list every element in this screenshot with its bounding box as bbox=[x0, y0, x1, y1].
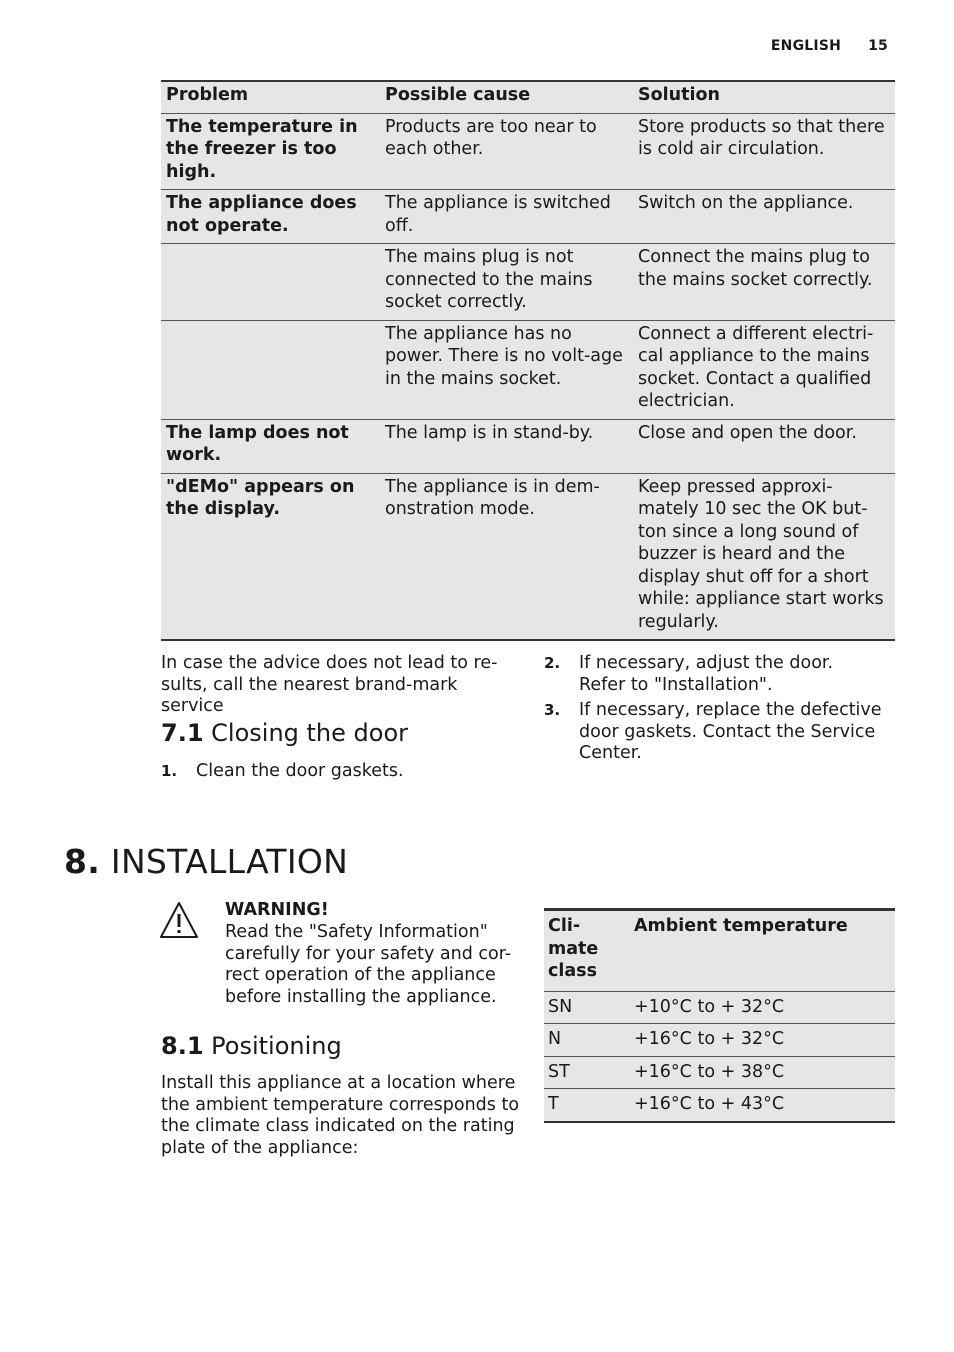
problem-cell bbox=[161, 244, 380, 321]
problem-cell bbox=[161, 320, 380, 419]
step-text: If necessary, replace the defective door gaskets. Contact the Service Center. bbox=[579, 700, 882, 763]
cause-cell: Products are too near to each other. bbox=[380, 113, 633, 190]
climate-class-cell: SN bbox=[544, 991, 630, 1024]
cause-cell: The appliance is switched off. bbox=[380, 190, 633, 244]
temperature-cell: +10°C to + 32°C bbox=[630, 991, 895, 1024]
chapter-title: INSTALLATION bbox=[110, 842, 349, 881]
table-row bbox=[544, 1024, 895, 1057]
section-number: 7.1 bbox=[161, 719, 204, 747]
table-row bbox=[161, 320, 895, 419]
column-header-climate-class: Cli-mate class bbox=[544, 910, 630, 992]
climate-class-table bbox=[544, 908, 895, 1123]
column-header-problem: Problem bbox=[161, 81, 380, 113]
problem-cell: The lamp does not work. bbox=[161, 419, 380, 473]
climate-class-cell: ST bbox=[544, 1056, 630, 1089]
problem-cell: "dEMo" appears on the display. bbox=[161, 473, 380, 640]
chapter-heading-installation bbox=[64, 842, 348, 882]
column-header-cause: Possible cause bbox=[380, 81, 633, 113]
solution-cell: Connect the mains plug to the mains socket correctly. bbox=[633, 244, 895, 321]
section-heading-closing-door bbox=[161, 719, 408, 747]
solution-cell: Store products so that there is cold air circulation. bbox=[633, 113, 895, 190]
step-number: 3. bbox=[544, 701, 561, 719]
temperature-cell: +16°C to + 32°C bbox=[630, 1024, 895, 1057]
solution-cell: Connect a different electri-cal appliance to the mains socket. Contact a qualified electrician. bbox=[633, 320, 895, 419]
cause-cell: The appliance is in dem-onstration mode. bbox=[380, 473, 633, 640]
problem-cell: The appliance does not operate. bbox=[161, 190, 380, 244]
cause-cell: The appliance has no power. There is no volt-age in the mains socket. bbox=[380, 320, 633, 419]
cause-cell: The mains plug is not connected to the mains socket correctly. bbox=[380, 244, 633, 321]
chapter-number: 8. bbox=[64, 842, 101, 881]
warning-text: Read the "Safety Information" carefully for your safety and cor-rect operation of the appliance before installing the appliance. bbox=[225, 922, 512, 1007]
table-row bbox=[544, 1056, 895, 1089]
table-header-row bbox=[544, 910, 895, 992]
solution-cell: Close and open the door. bbox=[633, 419, 895, 473]
header-language: ENGLISH bbox=[770, 38, 842, 54]
advice-paragraph: In case the advice does not lead to re-sults, call the nearest brand-mark service bbox=[161, 653, 498, 716]
table-row bbox=[544, 1089, 895, 1122]
table-header-row bbox=[161, 81, 895, 113]
step-number: 1. bbox=[161, 762, 178, 780]
step-text: If necessary, adjust the door. Refer to "Installation". bbox=[579, 653, 834, 695]
step-number: 2. bbox=[544, 654, 561, 672]
page-number: 15 bbox=[868, 38, 888, 54]
table-row bbox=[161, 190, 895, 244]
positioning-paragraph: Install this appliance at a location where the ambient temperature corresponds to the climate class indicated on the rating plate of the appliance: bbox=[161, 1073, 520, 1158]
page-header bbox=[771, 38, 888, 54]
step-text: Clean the door gaskets. bbox=[196, 761, 404, 781]
column-header-solution: Solution bbox=[633, 81, 895, 113]
solution-cell: Switch on the appliance. bbox=[633, 190, 895, 244]
climate-class-cell: T bbox=[544, 1089, 630, 1122]
section-title: Positioning bbox=[211, 1032, 342, 1060]
table-row bbox=[161, 473, 895, 640]
temperature-cell: +16°C to + 43°C bbox=[630, 1089, 895, 1122]
table-row bbox=[544, 991, 895, 1024]
solution-cell: Keep pressed approxi-mately 10 sec the OK but-ton since a long sound of buzzer is heard and the display shut off for a short while: appliance start works regularly. bbox=[633, 473, 895, 640]
warning-triangle-icon bbox=[159, 901, 199, 939]
temperature-cell: +16°C to + 38°C bbox=[630, 1056, 895, 1089]
table-row bbox=[161, 419, 895, 473]
table-row bbox=[161, 113, 895, 190]
section-heading-positioning bbox=[161, 1032, 342, 1060]
climate-class-cell: N bbox=[544, 1024, 630, 1057]
troubleshooting-table bbox=[161, 80, 895, 641]
cause-cell: The lamp is in stand-by. bbox=[380, 419, 633, 473]
problem-cell: The temperature in the freezer is too high. bbox=[161, 113, 380, 190]
table-row bbox=[161, 244, 895, 321]
section-number: 8.1 bbox=[161, 1032, 204, 1060]
column-header-ambient-temperature: Ambient temperature bbox=[630, 910, 895, 992]
section-title: Closing the door bbox=[211, 719, 408, 747]
warning-title: WARNING! bbox=[225, 900, 329, 920]
